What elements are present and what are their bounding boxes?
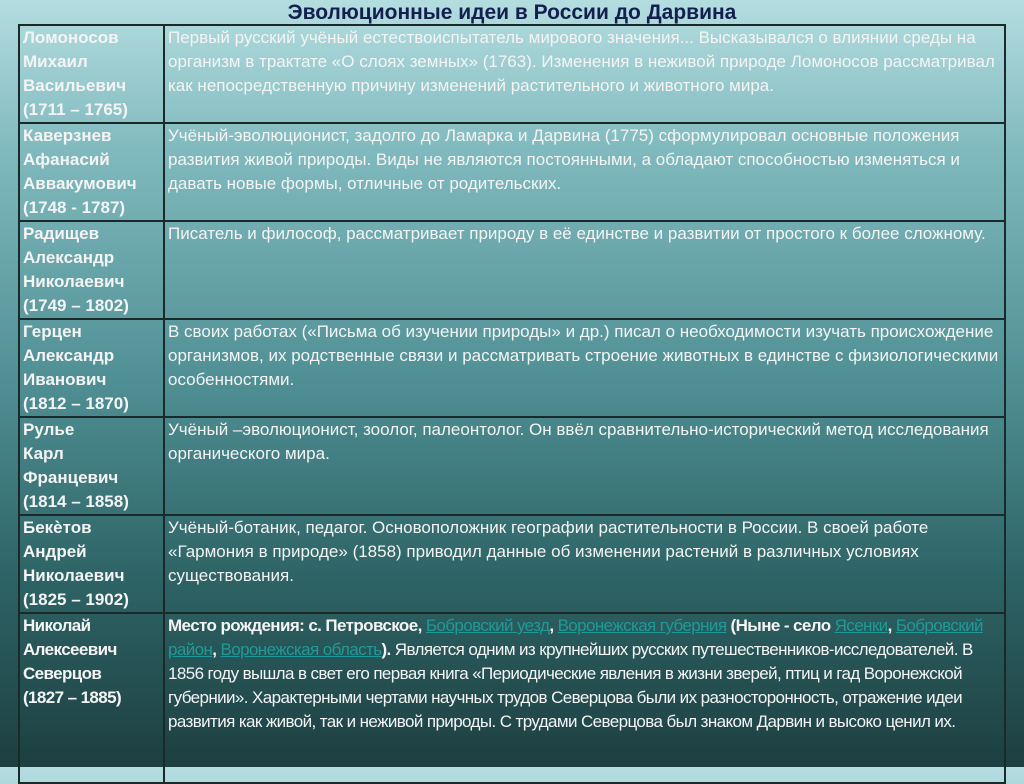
name-line: Николай [23, 616, 91, 635]
scientist-name [19, 515, 164, 613]
name-line: Рулье [23, 420, 75, 439]
name-line: (1825 – 1902) [23, 590, 129, 609]
table-row [19, 221, 1005, 319]
scientist-name [19, 25, 164, 123]
scientist-description: Учёный –эволюционист, зоолог, палеонтолог. Он ввёл сравнительно-исторический метод исследования органического мира. [164, 417, 1005, 515]
scientist-description: Учёный-эволюционист, задолго до Ламарка и Дарвина (1775) сформулировал основные положения развития живой природы. Виды не являются постоянными, а обладают способностью изменяться и давать новые формы, отличные от родительских. [164, 123, 1005, 221]
table-row [19, 319, 1005, 417]
name-line: Васильевич [23, 76, 127, 95]
text-segment: , [212, 640, 221, 659]
name-line: Николаевич [23, 566, 125, 585]
scientist-description: Учёный-ботаник, педагог. Основоположник географии растительности в России. В своей работе «Гармония в природе» (1858) приводил данные об изменении растений в различных условиях существования. [164, 515, 1005, 613]
slide-title: Эволюционные идеи в России до Дарвина [287, 1, 737, 24]
name-line: Николаевич [23, 272, 125, 291]
text-segment: , [549, 616, 558, 635]
name-line: (1711 – 1765) [23, 100, 128, 119]
name-line: Францевич [23, 468, 119, 487]
scientist-name [19, 123, 164, 221]
text-segment: Место рождения: с. Петровское, [168, 616, 426, 635]
name-line: Афанасий [23, 150, 110, 169]
name-line: Иванович [23, 370, 107, 389]
table-row [19, 123, 1005, 221]
place-link[interactable]: Бобровский уезд [425, 616, 550, 635]
table-row [19, 613, 1005, 783]
text-segment: Является одним из крупнейших русских путешественников-исследователей. В 1856 году вышла в свет его первая книга «Периодические явления в жизни зверей, птиц и гад Воронежской губернии». Характерными чертами научных трудов Северцова были их разносторонность, отражение идеи развития как живой, так и неживой природы. С трудами Северцова был знаком Дарвин и высоко ценил их. [168, 640, 973, 731]
name-line: Андрей [23, 542, 87, 561]
place-link[interactable]: Воронежская губерния [557, 616, 727, 635]
text-segment: (Ныне - село [726, 616, 835, 635]
name-line: Бекѐтов [23, 518, 92, 537]
place-link[interactable]: Ясенки [834, 616, 888, 635]
name-line: Каверзнев [23, 126, 112, 145]
text-segment: ). [381, 640, 395, 659]
name-line: Михаил [23, 52, 88, 71]
scientist-name [19, 613, 164, 783]
scientist-name [19, 417, 164, 515]
scientist-description: В своих работах («Письма об изучении природы» и др.) писал о необходимости изучать происхождение организмов, их родственные связи и рассматривать строение животных в единстве с физиологическими особенностями. [164, 319, 1005, 417]
text-segment: , [887, 616, 896, 635]
scientist-description [164, 613, 1005, 783]
name-line: Северцов [23, 664, 102, 683]
table-row [19, 25, 1005, 123]
evolution-table [18, 24, 1006, 784]
scientist-name [19, 221, 164, 319]
name-line: Аввакумович [23, 174, 137, 193]
scientist-name [19, 319, 164, 417]
table-row [19, 417, 1005, 515]
scientist-description: Писатель и философ, рассматривает природу в её единстве и развитии от простого к более сложному. [164, 221, 1005, 319]
name-line: Карл [23, 444, 64, 463]
name-line: Ломоносов [23, 28, 119, 47]
name-line: Алексеевич [23, 640, 117, 659]
name-line: Радищев [23, 224, 100, 243]
name-line: (1812 – 1870) [23, 394, 129, 413]
table-row [19, 515, 1005, 613]
name-line: (1827 – 1885) [23, 688, 122, 707]
name-line: Герцен [23, 322, 82, 341]
name-line: (1814 – 1858) [23, 492, 129, 511]
name-line: (1749 – 1802) [23, 296, 129, 315]
name-line: Александр [23, 346, 115, 365]
place-link[interactable]: Воронежская область [220, 640, 382, 659]
place-link[interactable]: Бобровский район [168, 616, 983, 659]
name-line: (1748 - 1787) [23, 198, 126, 217]
name-line: Александр [23, 248, 115, 267]
scientist-description: Первый русский учёный естествоиспытатель мирового значения... Высказывался о влиянии среды на организм в трактате «О слоях земных» (1763). Изменения в неживой природе Ломоносов рассматривал как непосредственную причину изменений растительного и животного мира. [164, 25, 1005, 123]
